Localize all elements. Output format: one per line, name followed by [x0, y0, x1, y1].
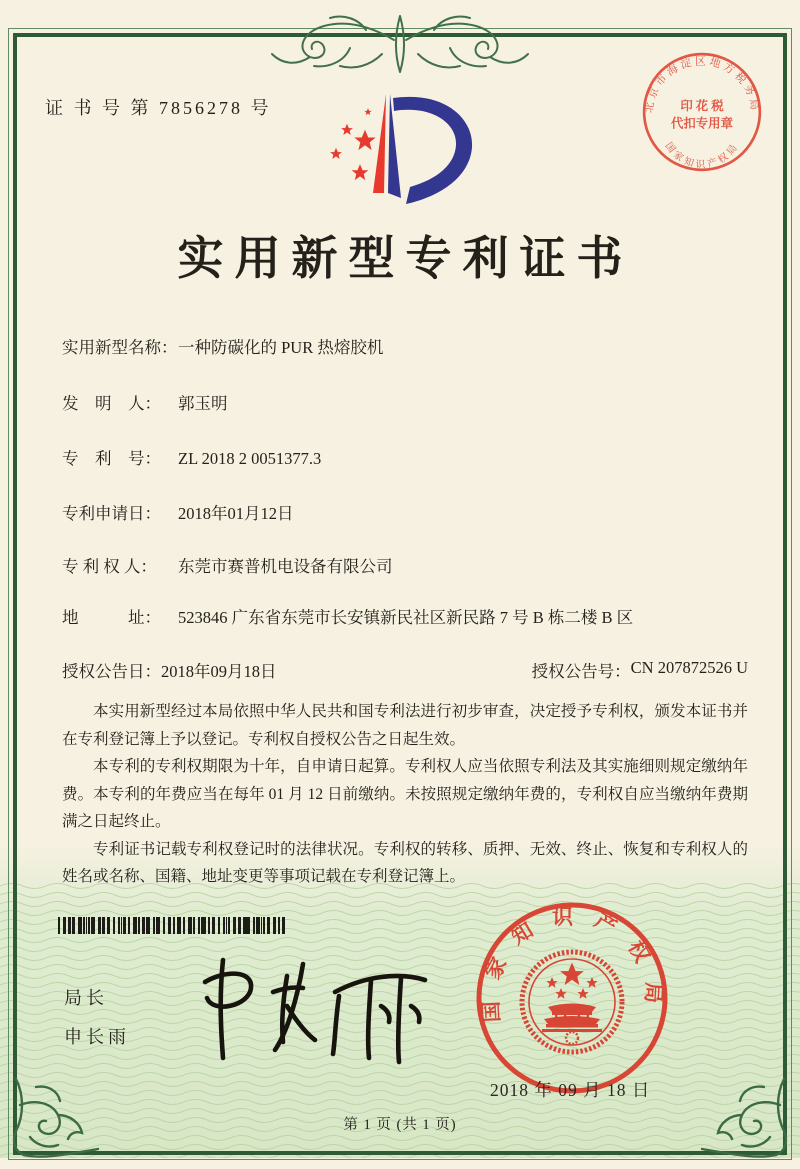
field-value: 523846 广东省东莞市长安镇新民社区新民路 7 号 B 栋二楼 B 区	[178, 608, 634, 627]
field-value: ZL 2018 2 0051377.3	[178, 449, 322, 468]
certificate-number: 证 书 号 第 7856278 号	[45, 98, 272, 118]
national-emblem	[522, 952, 622, 1052]
tax-stamp-center-line1: 印 花 税	[680, 98, 724, 113]
grant-date-value: 2018年09月18日	[161, 662, 277, 681]
field-value: 2018年01月12日	[178, 504, 294, 523]
field-value: 郭玉明	[178, 394, 228, 413]
field-value: 东莞市赛普机电设备有限公司	[178, 557, 393, 576]
paragraph-register: 专利证书记载专利权登记时的法律状况。专利权的转移、质押、无效、终止、恢复和专利权人的姓名或名称、国籍、地址变更等事项记载在专利登记簿上。	[62, 840, 748, 885]
field-label: 专 利 号：	[62, 449, 161, 468]
top-scroll-ornament	[266, 10, 534, 80]
tax-stamp-top-text: 北京市海淀区地方税务局	[643, 55, 761, 114]
signer-title: 局长	[64, 988, 108, 1008]
field-row-address	[62, 606, 754, 630]
grant-row	[62, 658, 754, 682]
field-label: 专利申请日：	[62, 504, 161, 523]
cnipa-official-seal	[472, 898, 672, 1098]
seal-date: 2018 年 09 月 18 日	[490, 1080, 651, 1100]
field-value: 一种防碳化的 PUR 热熔胶机	[178, 338, 384, 357]
field-label: 地 址：	[62, 608, 161, 627]
barcode	[58, 917, 287, 934]
paragraph-grant: 本实用新型经过本局依照中华人民共和国专利法进行初步审查，决定授予专利权，颁发本证书并在专利登记簿上予以登记。专利权自授权公告之日起生效。	[62, 703, 748, 748]
tax-stamp-center-line2: 代扣专用章	[671, 116, 733, 131]
field-label: 发 明 人：	[62, 394, 161, 413]
tax-office-stamp	[640, 50, 764, 174]
field-row-inventor	[62, 392, 754, 416]
certificate-title: 实用新型专利证书	[177, 233, 634, 284]
handwritten-signature	[195, 948, 435, 1070]
page-indicator: 第 1 页 (共 1 页)	[343, 1117, 457, 1133]
field-row-patentee	[62, 555, 754, 579]
seal-arc-text: 国家知识产权局	[478, 904, 666, 1023]
signer-name: 申长雨	[64, 1027, 130, 1047]
signer-block	[64, 984, 130, 1049]
svg-text:国家知识产权局	[663, 140, 742, 171]
grant-date-label: 授权公告日：	[62, 662, 161, 681]
grant-number-value: CN 207872526 U	[630, 658, 748, 677]
field-row-name	[62, 336, 754, 360]
field-row-patent-number	[62, 447, 754, 471]
field-label: 专 利 权 人：	[62, 557, 157, 576]
patent-office-logo	[298, 86, 518, 224]
field-row-filing-date	[62, 502, 754, 526]
tax-stamp-bottom-text: 国家知识产权局	[662, 140, 742, 171]
field-label: 实用新型名称：	[62, 338, 178, 357]
grant-number-label: 授权公告号：	[531, 662, 631, 681]
paragraph-term: 本专利的专利权期限为十年，自申请日起算。专利权人应当依照专利法及其实施细则规定缴纳年费。本专利的年费应当在每年 01 月 12 日前缴纳。未按照规定缴纳年费的，专利权自应当缴纳年费期满之日起终止。	[62, 758, 748, 830]
legal-text-block	[62, 698, 748, 891]
